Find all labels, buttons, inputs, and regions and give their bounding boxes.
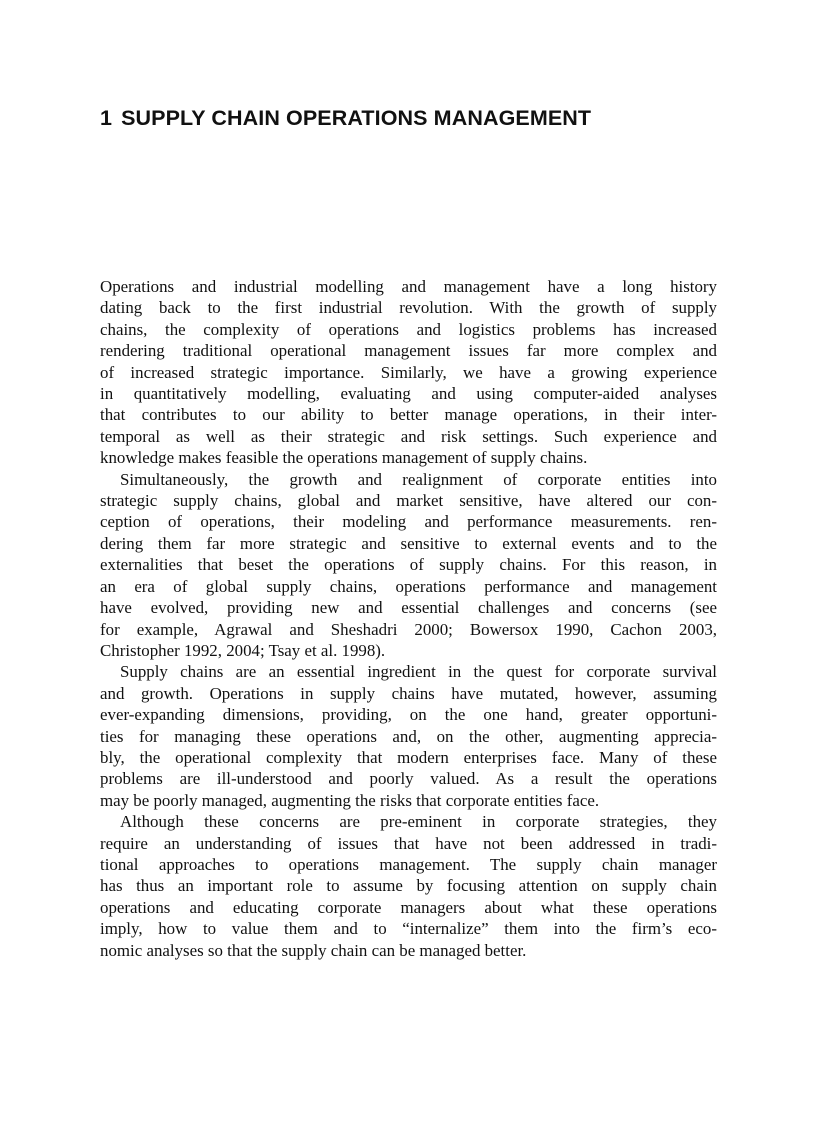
text-line: rendering traditional operational management issues far more complex and <box>100 341 717 361</box>
text-line: knowledge makes feasible the operations management of supply chains. <box>100 448 588 468</box>
text-line: an era of global supply chains, operations performance and management <box>100 576 717 596</box>
text-line: strategic supply chains, global and market sensitive, have altered our con- <box>100 491 717 511</box>
body-text <box>100 276 717 961</box>
chapter-number: 1 <box>100 106 113 130</box>
text-line: chains, the complexity of operations and logistics problems has increased <box>100 319 717 339</box>
text-line: Simultaneously, the growth and realignment of corporate entities into <box>120 469 717 489</box>
text-line: in quantitatively modelling, evaluating and using computer-aided analyses <box>100 384 717 404</box>
paragraph <box>100 811 717 961</box>
text-line: dering them far more strategic and sensitive to external events and to the <box>100 533 717 553</box>
text-line: ties for managing these operations and, on the other, augmenting apprecia- <box>100 726 717 746</box>
text-line: operations and educating corporate managers about what these operations <box>100 897 717 917</box>
paragraph <box>100 276 717 469</box>
text-line: may be poorly managed, augmenting the risks that corporate entities face. <box>100 790 600 810</box>
text-line: bly, the operational complexity that modern enterprises face. Many of these <box>100 747 717 767</box>
chapter-title-text: SUPPLY CHAIN OPERATIONS MANAGEMENT <box>121 106 592 130</box>
text-line: Supply chains are an essential ingredient in the quest for corporate survival <box>120 662 717 682</box>
text-line: for example, Agrawal and Sheshadri 2000; Bowersox 1990, Cachon 2003, <box>100 619 717 639</box>
text-line: of increased strategic importance. Similarly, we have a growing experience <box>100 362 717 382</box>
text-line: and growth. Operations in supply chains have mutated, however, assuming <box>100 683 717 703</box>
text-line: require an understanding of issues that have not been addressed in tradi- <box>100 833 717 853</box>
text-line: temporal as well as their strategic and risk settings. Such experience and <box>100 426 717 446</box>
text-line: Although these concerns are pre-eminent in corporate strategies, they <box>120 812 717 832</box>
text-line: that contributes to our ability to better manage operations, in their inter- <box>100 405 717 425</box>
text-line: externalities that beset the operations of supply chains. For this reason, in <box>100 555 717 575</box>
text-line: has thus an important role to assume by focusing attention on supply chain <box>100 876 717 896</box>
paragraph <box>100 469 717 662</box>
text-line: nomic analyses so that the supply chain can be managed better. <box>100 940 527 960</box>
text-line: ever-expanding dimensions, providing, on the one hand, greater opportuni- <box>100 705 717 725</box>
text-line: have evolved, providing new and essential challenges and concerns (see <box>100 598 717 618</box>
text-line: dating back to the first industrial revolution. With the growth of supply <box>100 298 717 318</box>
text-line: problems are ill-understood and poorly valued. As a result the operations <box>100 769 717 789</box>
paragraph <box>100 661 717 811</box>
chapter-title <box>100 106 740 131</box>
text-line: Christopher 1992, 2004; Tsay et al. 1998). <box>100 640 386 660</box>
text-line: ception of operations, their modeling and performance measurements. ren- <box>100 512 717 532</box>
text-line: imply, how to value them and to “internalize” them into the firm’s eco- <box>100 919 717 939</box>
text-line: Operations and industrial modelling and management have a long history <box>100 277 717 296</box>
text-line: tional approaches to operations management. The supply chain manager <box>100 854 717 874</box>
